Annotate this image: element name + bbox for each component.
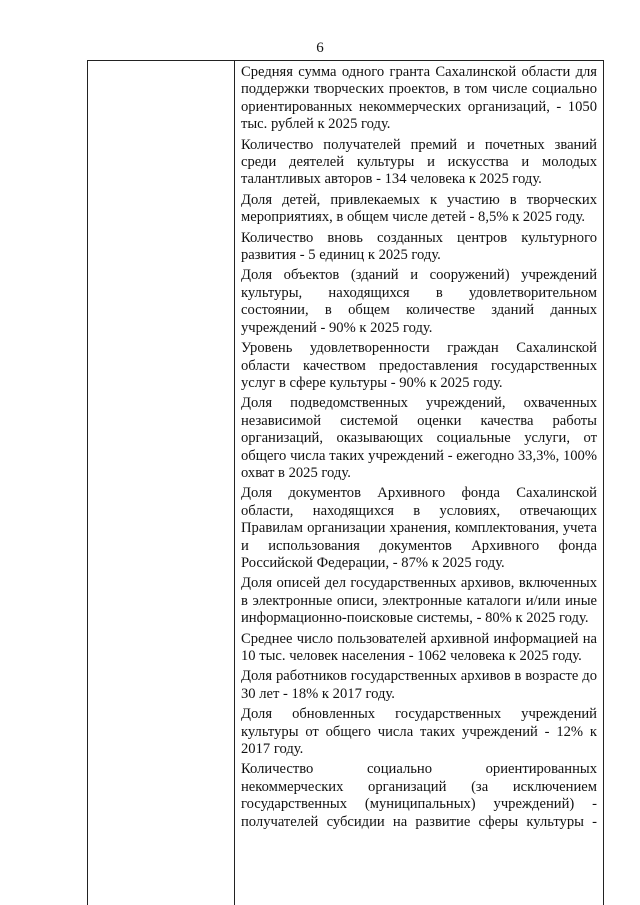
paragraph-archive-users: Среднее число пользователей архивной информацией на 10 тыс. человек населения - 1062 человека к 2025 году.: [241, 630, 597, 664]
paragraph-nko-subsidies: Количество социально ориентированных некоммерческих организаций (за исключением государственных (муниципальных) учреждений) - получателей субсидии на развитие сферы культуры -: [241, 761, 597, 830]
paragraph-satisfaction-level: Уровень удовлетворенности граждан Сахалинской области качеством предоставления государственных услуг в сфере культуры - 90% к 2025 году.: [241, 340, 597, 391]
paragraph-buildings-condition: Доля объектов (зданий и сооружений) учреждений культуры, находящихся в удовлетворительном состоянии, в общем количестве зданий данных учреждений - 90% к 2025 году.: [241, 267, 597, 336]
paragraph-quality-assessment: Доля подведомственных учреждений, охваченных независимой системой оценки качества работы организаций, оказывающих социальные услуги, от общего числа таких учреждений - ежегодно 33,3%, 100% охват в 2025 году.: [241, 395, 597, 481]
paragraph-renewed-institutions: Доля обновленных государственных учреждений культуры от общего числа таких учреждений - 12% к 2017 году.: [241, 706, 597, 758]
paragraph-young-archivists: Доля работников государственных архивов в возрасте до 30 лет - 18% к 2017 году.: [241, 668, 597, 702]
page-number: 6: [316, 40, 324, 56]
table-left-cell: [88, 61, 235, 905]
table-right-cell: [241, 64, 597, 834]
paragraph-archive-documents: Доля документов Архивного фонда Сахалинской области, находящихся в условиях, отвечающих Правилам организации хранения, комплектования, учета и использования документов Архивного фонда Российской Федерации, - 87% к 2025 году.: [241, 485, 597, 571]
document-table: [87, 60, 604, 905]
paragraph-award-recipients: Количество получателей премий и почетных званий среди деятелей культуры и искусства и молодых талантливых авторов - 134 человека к 2025 году.: [241, 136, 597, 188]
paragraph-grant-average: Средняя сумма одного гранта Сахалинской области для поддержки творческих проектов, в том числе социально ориентированных некоммерческих организаций, - 1050 тыс. рублей к 2025 году.: [241, 64, 597, 133]
paragraph-children-share: Доля детей, привлекаемых к участию в творческих мероприятиях, в общем числе детей - 8,5% к 2025 году.: [241, 191, 597, 226]
paragraph-culture-centers: Количество вновь созданных центров культурного развития - 5 единиц к 2025 году.: [241, 229, 597, 264]
paragraph-archive-inventories: Доля описей дел государственных архивов, включенных в электронные описи, электронные каталоги и/или иные информационно-поисковые системы, - 80% к 2025 году.: [241, 575, 597, 627]
